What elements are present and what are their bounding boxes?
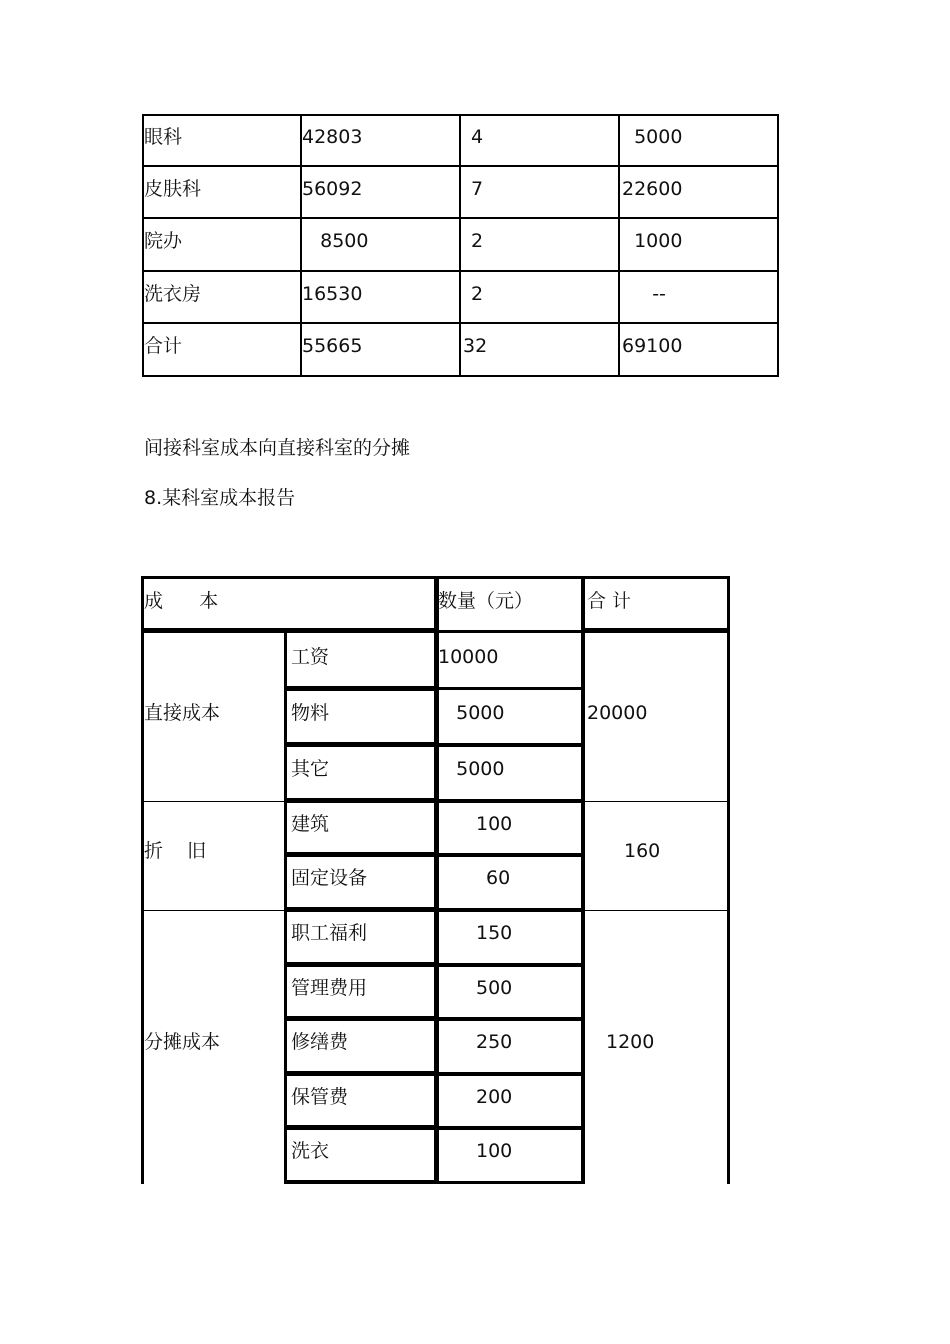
item-value: 250	[476, 1031, 513, 1053]
dept-value-a: 8500	[302, 230, 369, 252]
item-label: 修缮费	[291, 1031, 349, 1053]
group-name: 直接成本	[144, 702, 221, 724]
dept-value-a: 16530	[302, 283, 363, 305]
group-name: 分摊成本	[144, 1031, 221, 1053]
group-total: 1200	[606, 1031, 655, 1053]
dept-value-c: 22600	[622, 178, 683, 200]
item-value: 200	[476, 1086, 513, 1108]
item-value: 150	[476, 922, 513, 944]
dept-name: 院办	[144, 230, 183, 252]
dept-name: 皮肤科	[144, 178, 202, 200]
dept-value-c: 69100	[622, 335, 683, 357]
dept-value-c: 1000	[622, 230, 683, 252]
group-total: 20000	[587, 702, 648, 724]
dept-value-b: 2	[471, 230, 484, 252]
item-label: 工资	[291, 646, 330, 668]
item-label: 建筑	[291, 813, 330, 835]
item-value: 100	[476, 1140, 513, 1162]
item-label: 保管费	[291, 1086, 349, 1108]
dept-value-c: --	[622, 283, 666, 305]
item-label: 其它	[291, 758, 330, 780]
dept-value-b: 2	[471, 283, 484, 305]
dept-name: 洗衣房	[144, 283, 202, 305]
header-amount: 数量（元）	[438, 590, 534, 612]
group-name: 折 旧	[144, 840, 207, 862]
item-value: 5000	[438, 758, 505, 780]
dept-value-b: 4	[471, 126, 484, 148]
item-label: 洗衣	[291, 1140, 330, 1162]
item-value: 100	[476, 813, 513, 835]
item-label: 管理费用	[291, 977, 368, 999]
item-value: 5000	[438, 702, 505, 724]
item-label: 固定设备	[291, 867, 368, 889]
dept-value-a: 42803	[302, 126, 363, 148]
group-total: 160	[624, 840, 661, 862]
dept-value-b: 32	[463, 335, 488, 357]
dept-value-b: 7	[471, 178, 484, 200]
dept-value-a: 55665	[302, 335, 363, 357]
dept-name: 合计	[144, 335, 183, 357]
report-title: 8.某科室成本报告	[144, 487, 296, 509]
header-cost: 成 本	[144, 590, 219, 612]
item-value: 500	[476, 977, 513, 999]
dept-name: 眼科	[144, 126, 183, 148]
item-label: 职工福利	[291, 922, 368, 944]
dept-value-c: 5000	[622, 126, 683, 148]
item-value: 10000	[438, 646, 499, 668]
item-label: 物料	[291, 702, 330, 724]
dept-value-a: 56092	[302, 178, 363, 200]
header-total: 合 计	[587, 590, 632, 612]
section-heading: 间接科室成本向直接科室的分摊	[144, 437, 411, 459]
item-value: 60	[486, 867, 511, 889]
